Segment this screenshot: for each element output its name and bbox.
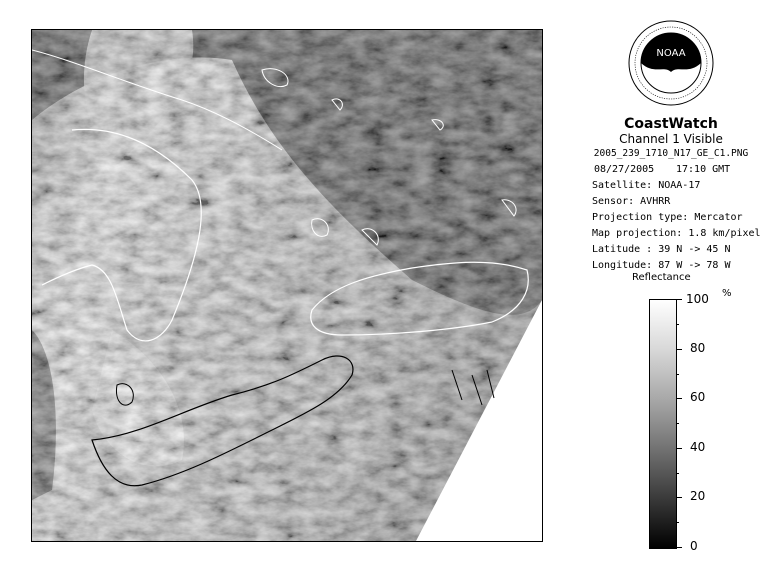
colorbar-label-20: 20 (690, 489, 706, 503)
colorbar-minor-tick (676, 324, 679, 325)
colorbar-tick-0 (676, 547, 682, 548)
satellite-image (31, 29, 543, 542)
colorbar-label-40: 40 (690, 440, 706, 454)
colorbar-label-80: 80 (690, 341, 706, 355)
filename: 2005_239_1710_N17_GE_C1.PNG (593, 148, 749, 159)
product-title: Channel 1 Visible (619, 132, 723, 146)
brand-title: CoastWatch (624, 116, 718, 132)
legend-panel (560, 20, 782, 572)
colorbar-tick-20 (676, 497, 682, 498)
colorbar-tick-80 (676, 349, 682, 350)
colorbar (649, 299, 677, 549)
colorbar-minor-tick (676, 423, 679, 424)
colorbar-unit: % (722, 288, 732, 299)
latitude-line: Latitude : 39 N -> 45 N (592, 244, 731, 255)
colorbar-label-100: 100 (686, 292, 709, 306)
colorbar-title: Reflectance (632, 272, 691, 283)
colorbar-label-0: 0 (690, 539, 698, 553)
date-label: 08/27/2005 (594, 164, 655, 175)
logo-center-text: NOAA (656, 48, 686, 59)
colorbar-minor-tick (676, 473, 679, 474)
colorbar-minor-tick (676, 374, 679, 375)
sensor-line: Sensor: AVHRR (592, 196, 671, 207)
time-label: 17:10 GMT (676, 164, 731, 175)
colorbar-label-60: 60 (690, 390, 706, 404)
projection-type-line: Projection type: Mercator (592, 212, 743, 223)
map-projection-line: Map projection: 1.8 km/pixel (592, 228, 761, 239)
colorbar-tick-40 (676, 448, 682, 449)
colorbar-tick-100 (676, 299, 682, 300)
satellite-imagery-svg (32, 30, 542, 541)
longitude-line: Longitude: 87 W -> 78 W (592, 260, 731, 271)
colorbar-tick-60 (676, 398, 682, 399)
satellite-line: Satellite: NOAA-17 (592, 180, 701, 191)
noaa-logo (628, 20, 714, 106)
colorbar-minor-tick (676, 522, 679, 523)
